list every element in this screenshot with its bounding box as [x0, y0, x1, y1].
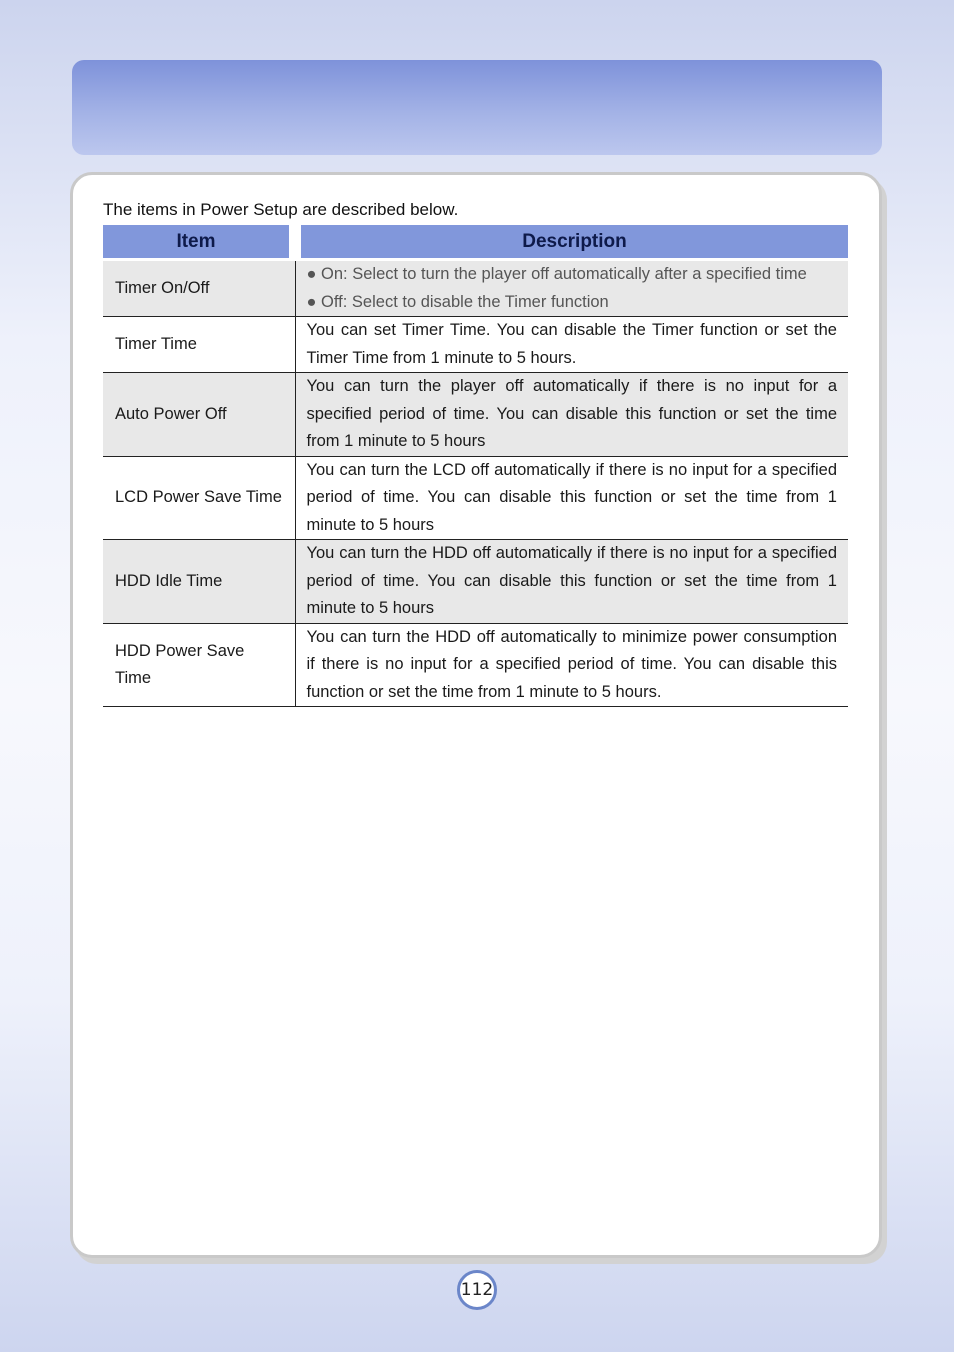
table-row: [103, 623, 848, 707]
page-number: 112: [457, 1270, 497, 1310]
power-setup-table: [103, 225, 848, 707]
description-cell: [295, 260, 848, 317]
header-band: [72, 60, 882, 155]
description-cell: You can turn the HDD off automatically if there is no input for a specified period of time. You can disable this function or set the time from 1 minute to 5 hours: [295, 540, 848, 624]
table-header-row: [103, 225, 848, 260]
description-cell: You can turn the HDD off automatically to minimize power consumption if there is no input for a specified period of time. You can disable this function or set the time from 1 minute to 5 hours.: [295, 623, 848, 707]
description-cell: You can set Timer Time. You can disable the Timer function or set the Timer Time from 1 minute to 5 hours.: [295, 317, 848, 373]
table-row: [103, 260, 848, 317]
bullet-off: ● Off: Select to disable the Timer function: [306, 292, 609, 311]
description-column-header: Description: [295, 225, 848, 260]
item-cell: LCD Power Save Time: [103, 456, 295, 540]
item-column-header: Item: [103, 225, 295, 260]
item-cell: HDD Power Save Time: [103, 623, 295, 707]
item-cell: Timer On/Off: [103, 260, 295, 317]
item-cell: HDD Idle Time: [103, 540, 295, 624]
description-cell: You can turn the player off automatically if there is no input for a specified period of time. You can disable this function or set the time from 1 minute to 5 hours: [295, 373, 848, 457]
item-cell: Timer Time: [103, 317, 295, 373]
description-cell: You can turn the LCD off automatically if there is no input for a specified period of time. You can disable this function or set the time from 1 minute to 5 hours: [295, 456, 848, 540]
intro-text: The items in Power Setup are described below.: [103, 200, 459, 219]
table-row: [103, 540, 848, 624]
table-row: [103, 317, 848, 373]
item-cell: Auto Power Off: [103, 373, 295, 457]
bullet-on: ● On: Select to turn the player off automatically after a specified time: [306, 265, 807, 283]
table-row: [103, 373, 848, 457]
table-row: [103, 456, 848, 540]
